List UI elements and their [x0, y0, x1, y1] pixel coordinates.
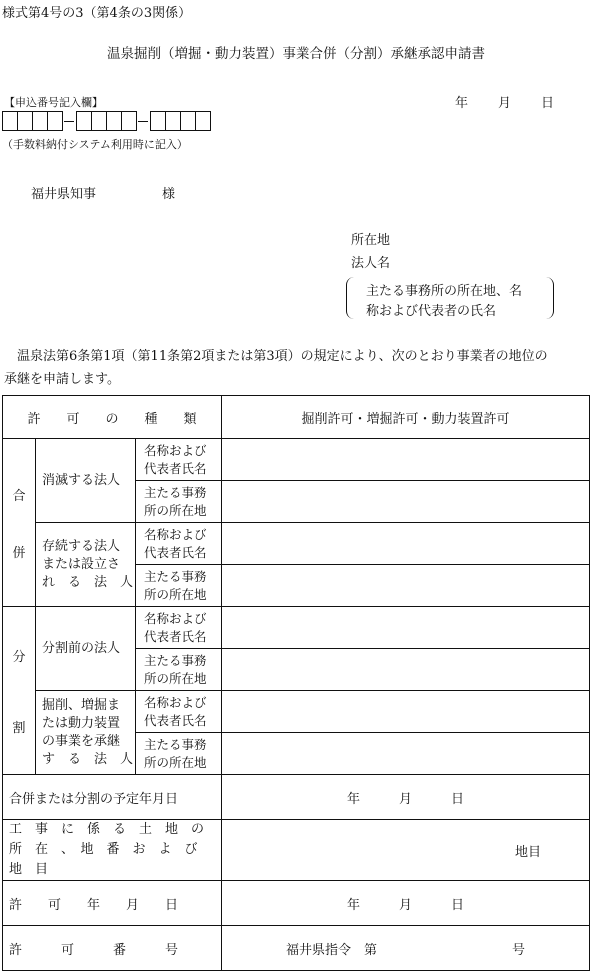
body-text-2: 承継を申請します。 — [4, 372, 120, 387]
main-office-label: 主たる事務 所の所在地 — [136, 565, 222, 607]
body-text-1: 温泉法第6条第1項（第11条第2項または第3項）の規定により、次のとおり事業者の地位の — [17, 349, 548, 364]
name-rep-label: 名称および 代表者氏名 — [136, 691, 222, 733]
permit-number-label: 許 可 番 号 — [3, 926, 222, 971]
merger-char-2: 併 — [12, 545, 26, 561]
dissolved-office-field[interactable] — [222, 481, 590, 523]
surviving-corp-label: 存続する法人 または設立さ れ る 法 人 — [36, 523, 136, 607]
day-label: 日 — [541, 96, 555, 111]
digit-box[interactable] — [165, 111, 181, 131]
surviving-name-field[interactable] — [222, 523, 590, 565]
digit-box[interactable] — [2, 111, 18, 131]
permit-type-label: 許 可 の 種 類 — [3, 396, 222, 439]
application-number-boxes[interactable] — [2, 111, 210, 131]
merger-label — [3, 439, 36, 607]
permit-type-value[interactable]: 掘削許可・増掘許可・動力装置許可 — [222, 396, 590, 439]
digit-box[interactable] — [32, 111, 48, 131]
separator-dash — [138, 121, 148, 122]
successor-corp-label: 掘削、増掘ま たは動力装置 の事業を承継 す る 法 人 — [36, 691, 136, 775]
digit-box[interactable] — [17, 111, 33, 131]
year-label: 年 — [455, 96, 469, 111]
split-char-2: 割 — [12, 720, 26, 736]
name-rep-label: 名称および 代表者氏名 — [136, 439, 222, 481]
main-office-label: 主たる事務 所の所在地 — [136, 481, 222, 523]
bracket-line-2: 称および代表者の氏名 — [366, 304, 497, 319]
planned-date-label: 合併または分割の予定年月日 — [3, 775, 222, 820]
successor-name-field[interactable] — [222, 691, 590, 733]
pre-split-corp-label: 分割前の法人 — [36, 607, 136, 691]
permit-number-field[interactable] — [222, 926, 590, 971]
bracket-line-1: 主たる事務所の所在地、名 — [366, 284, 523, 299]
permit-number-prefix: 福井県指令 第 — [286, 942, 378, 958]
addressee-honorific: 様 — [162, 187, 176, 202]
application-number-label: 【申込番号記入欄】 — [4, 96, 103, 109]
digit-box[interactable] — [150, 111, 166, 131]
successor-office-field[interactable] — [222, 733, 590, 775]
name-rep-label: 名称および 代表者氏名 — [136, 523, 222, 565]
name-rep-label: 名称および 代表者氏名 — [136, 607, 222, 649]
planned-date-field[interactable]: 年 月 日 — [222, 775, 590, 820]
month-label: 月 — [498, 96, 512, 111]
main-office-label: 主たる事務 所の所在地 — [136, 733, 222, 775]
digit-box[interactable] — [47, 111, 63, 131]
pre-split-name-field[interactable] — [222, 607, 590, 649]
digit-box[interactable] — [195, 111, 211, 131]
separator-dash — [64, 121, 74, 122]
document-title: 温泉掘削（増掘・動力装置）事業合併（分割）承継承認申請書 — [107, 46, 485, 62]
digit-box[interactable] — [180, 111, 196, 131]
surviving-office-field[interactable] — [222, 565, 590, 607]
pre-split-office-field[interactable] — [222, 649, 590, 691]
split-char-1: 分 — [12, 649, 26, 665]
digit-box[interactable] — [91, 111, 107, 131]
merger-char-1: 合 — [12, 488, 26, 504]
dissolved-corp-label: 消滅する法人 — [36, 439, 136, 523]
permit-number-suffix: 号 — [511, 942, 525, 958]
digit-box[interactable] — [106, 111, 122, 131]
location-label: 所在地 — [351, 233, 391, 248]
application-number-note: （手数料納付システム利用時に記入） — [2, 138, 188, 151]
land-field[interactable]: 地目 — [222, 820, 590, 881]
corp-name-label: 法人名 — [351, 256, 391, 271]
permit-date-label: 許 可 年 月 日 — [3, 881, 222, 926]
land-label: 工 事 に 係 る 土 地 の 所 在 、 地 番 お よ び 地 目 — [3, 820, 222, 881]
digit-box[interactable] — [121, 111, 137, 131]
split-label — [3, 607, 36, 775]
date-header — [455, 92, 554, 111]
digit-box[interactable] — [76, 111, 92, 131]
dissolved-name-field[interactable] — [222, 439, 590, 481]
application-table — [2, 395, 590, 971]
permit-date-field[interactable]: 年 月 日 — [222, 881, 590, 926]
addressee-title: 福井県知事 — [31, 187, 97, 202]
form-number: 様式第4号の3（第4条の3関係） — [2, 6, 192, 21]
main-office-label: 主たる事務 所の所在地 — [136, 649, 222, 691]
